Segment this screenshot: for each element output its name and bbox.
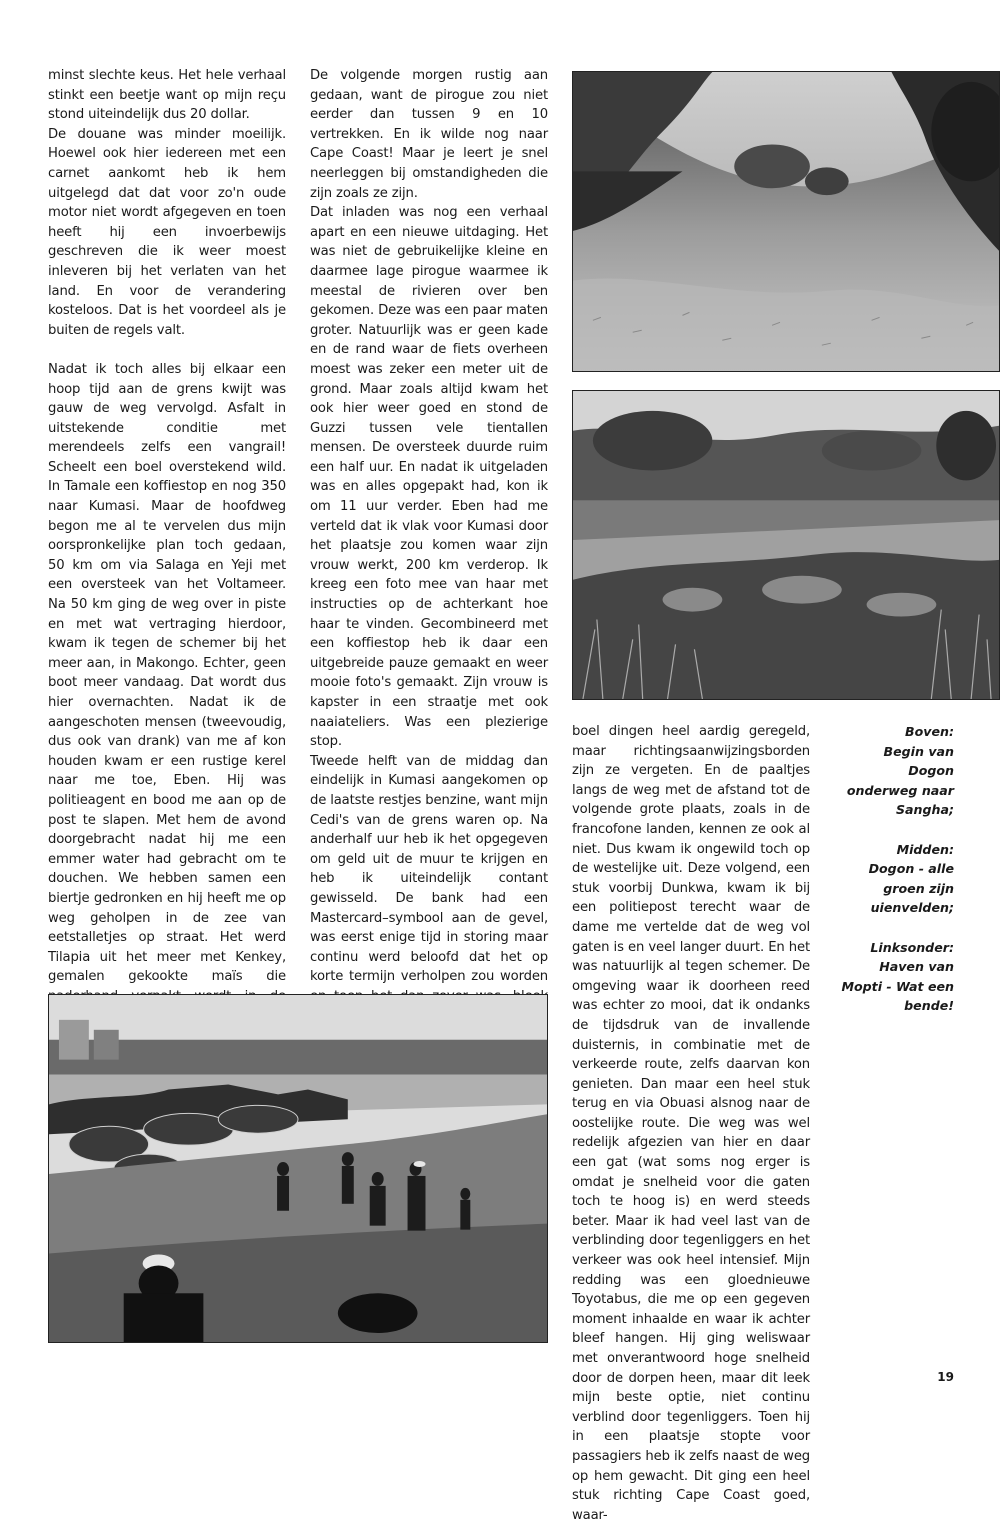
photo-dogon-landscape bbox=[572, 71, 1000, 372]
caption-bottom-left bbox=[838, 938, 954, 1016]
paragraph: boel dingen heel aardig geregeld, maar richtingsaanwijzingsborden zijn ze vergeten. En de paaltjes langs de weg met de afstand tot de volgende grote plaats, zoals in de francofone landen, kennen ze ook al niet. Dus kwam ik ongewild toch op de westelijke uit. Deze volgend, een stuk voorbij Dunkwa, kwam ik bij een politiepost terecht waar de dame me vertelde dat de weg vol gaten is en veel langer duurt. En het was natuurlijk al tegen schemer. De omgeving waar ik doorheen reed was echter zo mooi, dat ik ondanks de tijdsdruk van de invallende duisternis, in combinatie met de verkeerde route, zelfs daarvan kon genieten. Dan maar een heel stuk terug en via Obuasi alsnog naar de oostelijke route. Die weg was wel redelijk afgezien van hier en daar een gat (wat soms nog erger is omdat je snelheid voor die gaten toch te hoog is) en werd steeds beter. Maar ik had veel last van de verblinding door tegenliggers en het verkeer was ook heel intensief. Mijn redding was een gloednieuwe Toyotabus, die me op een gegeven moment inhaalde en waar ik achter bleef hangen. Hij ging weliswaar met onverantwoord hoge snelheid door de dorpen heen, maar dit leek mijn beste optie, niet continu verblind door tegenliggers. Toen hij in een plaatsje stopte voor passagiers heb ik zelfs naast de weg op hem gewacht. Dit ging een heel stuk richting Cape Coast goed, waar- bbox=[572, 724, 810, 1523]
caption-text: Dogon - alle groen zijn uienvelden; bbox=[868, 861, 954, 916]
paragraph: Nadat ik toch alles bij elkaar een hoop tijd aan de grens kwijt was gauw de weg vervolgd. Asfalt in uitstekende conditie met merendeels zelfs een vangrail! Scheelt een boel overstekend wild. In Tamale een koffiestop en nog 350 naar Kumasi. Maar de hoofdweg begon me al te vervelen dus mijn oorspronkelijke plan toch gedaan, 50 km om via Salaga en Yeji met een oversteek van het Voltameer. Na 50 km ging de weg over in piste en met wat vertraging hierdoor, kwam ik tegen de schemer bij het meer aan, in Makongo. Echter, geen boot meer vandaag. Dat wordt dus hier overnachten. Nadat ik de aangeschoten mensen (tweevoudig, dus ook van drank) van me af kon houden kwam er een rustige kerel naar me toe, Eben. Hij was politieagent en bood me aan op de post te slapen. Met hem de avond doorgebracht nadat hij me een emmer water had gebracht om te douchen. We hebben samen een biertje gedronken en hij heeft me op weg geholpen in de zee van eetstalletjes op straat. Het werd Tilapia uit het meer met Kenkey, gemalen gekookte maïs die bbox=[48, 361, 286, 985]
paragraph: Tweede helft van de middag dan eindelijk in Kumasi aangekomen op de laatste restjes benzine, want mijn Cedi's van de grens waren op. Na anderhalf uur heb ik het opgegeven om geld uit de muur te krijgen en heb ik uiteindelijk contant gewisseld. De bank had een Mastercard–symbool aan de gevel, was eerst enige tijd in storing maar continu werd beloofd dat het op korte termijn verholpen zou worden bbox=[310, 753, 549, 985]
photo-captions bbox=[838, 722, 954, 1036]
caption-title: Linksonder: bbox=[870, 939, 954, 955]
photo-mopti-harbour bbox=[48, 994, 548, 1343]
photo-dogon-onion-fields bbox=[572, 390, 1000, 700]
paragraph: Dat inladen was nog een verhaal apart en een nieuwe uitdaging. Het was niet de gebruikelijke kleine en daarmee lage pirogue waarmee ik meestal de rivieren over ben gekomen. Deze was een paar maten groter. Natuurlijk was er geen kade en de rand waar de fiets overheen moest was zeker een meter uit de grond. Maar zoals altijd kwam het ook hier weer goed en stond de Guzzi tussen vele tientallen mensen. De oversteek duurde ruim een half uur. En nadat ik uitgeladen was en alles opgepakt had, kon ik om 11 uur verder. Eben had me verteld dat ik vlak voor Kumasi door het plaatsje zou komen waar zijn vrouw werkt, 200 km verderop. Ik kreeg een foto mee van haar met instructies op de achterkant hoe haar te vinden. Gecombineerd met een koffiestop heb ik daar een uitgebreide pauze gemaakt en weer mooie foto's gemaakt. Zijn vrouw is kapster in een straatje met ook naaiateliers. Was een plezierige stop. bbox=[310, 205, 548, 750]
paragraph: De volgende morgen rustig aan gedaan, want de pirogue zou niet eerder dan tussen 9 en 10 vertrekken. En ik wilde nog naar Cape Coast! Maar je leert je snel neerleggen bij omstandigheden die zijn zoals ze zijn. bbox=[310, 68, 548, 201]
caption-title: Boven: bbox=[904, 724, 954, 739]
paragraph: De douane was minder moeilijk. Hoewel ook hier iedereen met een carnet aankomt heb ik hem uitgelegd dat dat voor zo'n oude motor niet wordt afgegeven en toen heeft hij een invoerbewijs geschreven die ik weer moest inleveren bij het verlaten van het land. En voor de verandering kosteloos. Dat is het voordeel als je buiten de regels valt. bbox=[48, 126, 286, 338]
caption-text: Haven van Mopti - Wat een bende! bbox=[841, 959, 954, 1014]
page-number: 19 bbox=[937, 1370, 954, 1384]
caption-title: Midden: bbox=[896, 841, 954, 857]
paragraph: minst slechte keus. Het hele verhaal stinkt een beetje want op mijn reçu stond uiteindelijk dus 20 dollar. bbox=[48, 68, 286, 123]
caption-middle bbox=[838, 840, 954, 918]
caption-top bbox=[838, 722, 954, 820]
text-column-right bbox=[572, 722, 810, 1525]
caption-text: Begin van Dogon onderweg naar Sangha; bbox=[846, 743, 954, 818]
